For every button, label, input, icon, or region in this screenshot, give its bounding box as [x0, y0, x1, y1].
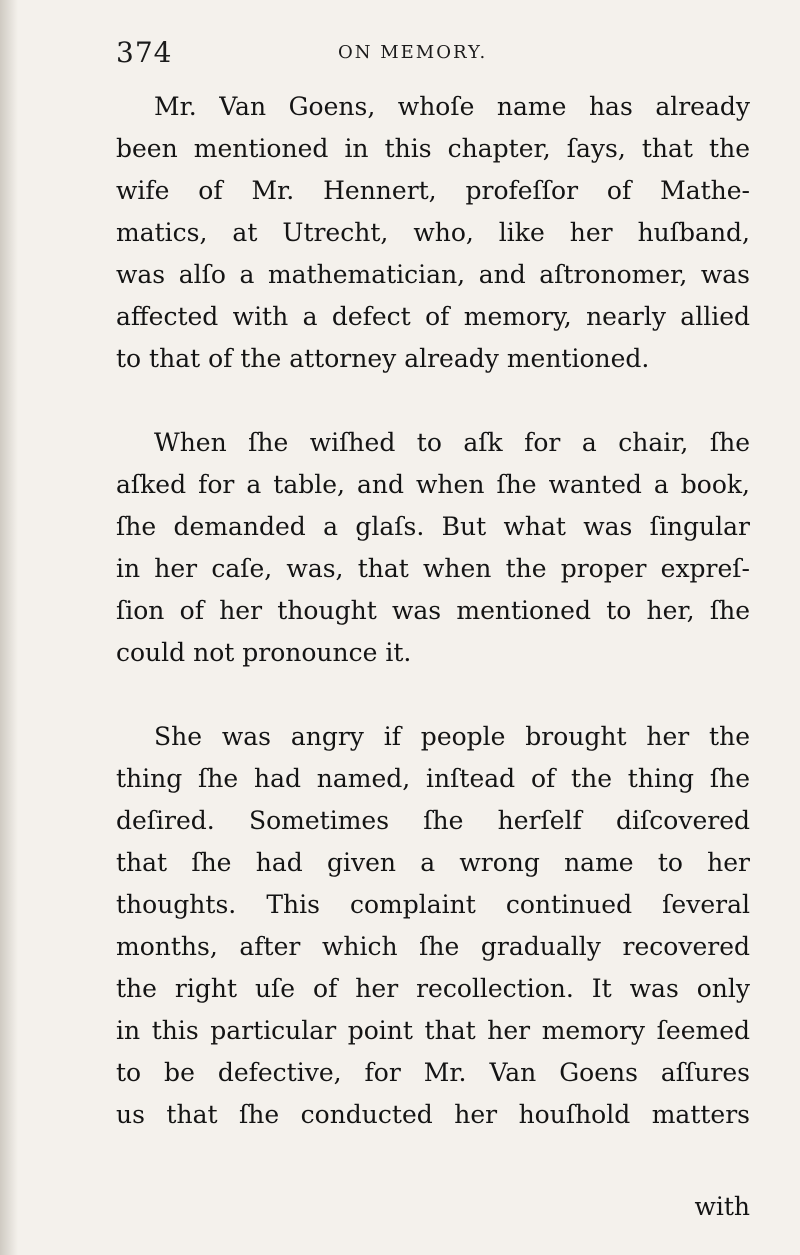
paragraph-2: [116, 422, 750, 674]
text-line: in her caſe, was, that when the proper expreſ-: [116, 554, 750, 583]
text-line: affected with a defect of memory, nearly allied: [116, 302, 750, 331]
text-line: wife of Mr. Hennert, profeſſor of Mathe-: [116, 176, 750, 205]
text-line: the right uſe of her recollection. It was only: [116, 974, 750, 1003]
text-line: in this particular point that her memory ſeemed: [116, 1016, 750, 1045]
paragraph-gap: [116, 380, 750, 422]
text-line: us that ſhe conducted her houſhold matters: [116, 1100, 750, 1129]
text-line: aſked for a table, and when ſhe wanted a book,: [116, 470, 750, 499]
text-line: deſired. Sometimes ſhe herſelf diſcovered: [116, 806, 750, 835]
running-head: ON MEMORY.: [338, 42, 488, 63]
text-line: been mentioned in this chapter, ſays, that the: [116, 134, 750, 163]
text-line: to be defective, for Mr. Van Goens aſſures: [116, 1058, 750, 1087]
text-line: When ſhe wiſhed to aſk for a chair, ſhe: [154, 428, 750, 457]
page-header: [0, 32, 800, 72]
text-line: ſion of her thought was mentioned to her, ſhe: [116, 596, 750, 625]
text-line: thing ſhe had named, inſtead of the thing ſhe: [116, 764, 750, 793]
text-line: months, after which ſhe gradually recovered: [116, 932, 750, 961]
paragraph-gap: [116, 674, 750, 716]
text-line: matics, at Utrecht, who, like her huſband,: [116, 218, 750, 247]
page-number: 374: [116, 36, 173, 69]
text-line: that ſhe had given a wrong name to her: [116, 848, 750, 877]
text-line: ſhe demanded a glaſs. But what was ſingular: [116, 512, 750, 541]
text-line: to that of the attorney already mentioned.: [116, 344, 650, 373]
page-gutter: [0, 0, 18, 1255]
text-line: She was angry if people brought her the: [154, 722, 750, 751]
text-line: could not pronounce it.: [116, 638, 412, 667]
body-text: [116, 86, 750, 1136]
text-line: thoughts. This complaint continued ſeveral: [116, 890, 750, 919]
paragraph-3: [116, 716, 750, 1136]
catchword: with: [694, 1192, 750, 1221]
text-line: was alſo a mathematician, and aſtronomer, was: [116, 260, 750, 289]
text-line: Mr. Van Goens, whoſe name has already: [154, 92, 750, 121]
paragraph-1: [116, 86, 750, 380]
